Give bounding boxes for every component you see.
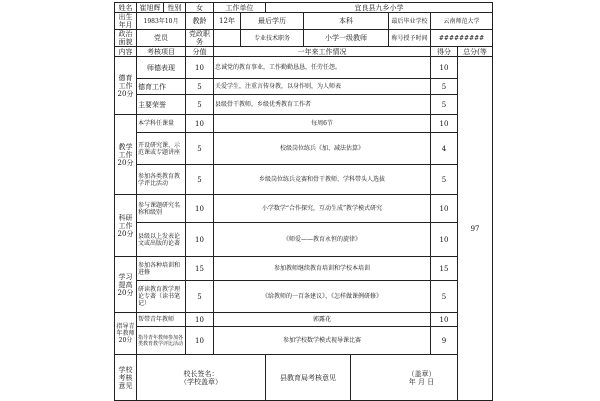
grant-time-value: ######### [431,30,493,47]
score-cell: 10 [186,313,214,327]
evaluation-table [114,2,493,401]
education-label: 最后学历 [241,13,304,30]
col-content: 内容 [115,47,137,57]
got-cell: 10 [431,57,458,79]
situation-cell: 参加学校数学模式视导课比赛 [214,327,431,355]
school-opinion-label: 学校考核意见 [115,355,137,401]
got-cell: 10 [431,195,458,223]
category-mentoring: 指导青年教师20分 [115,313,137,355]
indicator-cell: 主要荣誉 [137,95,186,115]
indicator-cell: 县级以上发表论文或出版的论著 [137,223,186,257]
party-post-value [214,30,241,47]
category-moral: 德育工作20分 [115,57,137,115]
score-cell: 10 [186,223,214,257]
got-cell: 10 [431,115,458,133]
teach-age-label: 教龄 [186,13,214,30]
category-study: 学习提高20分 [115,257,137,313]
teach-age-value: 12年 [214,13,241,30]
indicator-cell: 德育工作 [137,79,186,95]
got-cell: 9 [431,327,458,355]
education-value: 本科 [304,13,389,30]
score-cell: 5 [186,165,214,195]
situation-cell: 忠诚党的教育事业，工作勤勤恳恳，任劳任怨。 [214,57,431,79]
school-seal-note: （学校盖章） [180,377,222,386]
score-cell: 10 [186,57,214,79]
table-row [115,165,493,195]
table-row [115,223,493,257]
graduate-school-value: 云南师范大学 [431,13,493,30]
tech-title-label: 专业技术职务 [241,30,304,47]
situation-cell: 参加教师继续教育培训和学校本培训 [214,257,431,281]
footer-row [115,355,493,401]
table-row [115,95,493,115]
bureau-date: 年 月 日 [408,377,435,386]
name-label: 姓名 [115,3,137,13]
situation-cell: 乡级岗位练兵竞赛和骨干教师、学科带头人选拔 [214,165,431,195]
col-indicator: 考核项目 [137,47,186,57]
work-unit-value: 宜良县九乡小学 [266,3,493,13]
got-cell: 4 [431,133,458,165]
bureau-seal-note: （盖章） [407,369,436,378]
situation-cell: 小学数学“合作探究，互动生成”教学模式研究 [214,195,431,223]
situation-cell: 关爱学生，注重言传身教，以身作则，为人师表 [214,79,431,95]
school-signature-area [137,355,266,401]
got-cell: 10 [431,223,458,257]
table-row [115,79,493,95]
graduate-school-label: 最后毕业学校 [389,13,431,30]
situation-cell: 校级岗位练兵《加、减法估算》 [214,133,431,165]
col-situation: 一年来工作情况 [214,47,431,57]
indicator-cell: 帮带青年教师 [137,313,186,327]
total-score-cell: 97 [458,57,493,401]
evaluation-form [114,2,492,398]
table-row [115,115,493,133]
col-got: 得分 [431,47,458,57]
score-cell: 5 [186,133,214,165]
score-cell: 10 [186,327,214,355]
table-row [115,133,493,165]
table-row [115,281,493,313]
score-cell: 5 [186,79,214,95]
score-cell: 10 [186,195,214,223]
indicator-cell: 师德表现 [137,57,186,79]
indicator-cell: 参与课题研究名称和级别 [137,195,186,223]
header-row-name [115,3,493,13]
score-cell: 5 [186,281,214,313]
score-cell: 15 [186,257,214,281]
got-cell: 10 [431,313,458,327]
category-research: 科研工作20分 [115,195,137,257]
tech-title-value: 小学一级教师 [304,30,389,47]
col-score: 分值 [186,47,214,57]
table-row [115,327,493,355]
table-row [115,257,493,281]
score-cell: 5 [186,95,214,115]
table-row [115,57,493,79]
indicator-cell: 研读教育教学理论专著（读书笔记） [137,281,186,313]
situation-cell: 每周6节 [214,115,431,133]
bureau-opinion-label: 县教育局考核意见 [266,355,351,401]
politics-label: 政治面貌 [115,30,137,47]
birth-label: 出生年月 [115,13,137,30]
indicator-cell: 开设研究课、示范课或专题讲座 [137,133,186,165]
politics-value: 党员 [137,30,186,47]
got-cell: 15 [431,257,458,281]
indicator-cell: 本学科任课量 [137,115,186,133]
grant-time-label: 称号授予时间 [389,30,431,47]
work-unit-label: 工作单位 [214,3,266,13]
got-cell: 5 [431,95,458,115]
situation-cell: 县级骨干教师，乡级优秀教育工作者 [214,95,431,115]
score-cell: 10 [186,115,214,133]
principal-signature: 校长签名： [183,369,219,378]
got-cell: 5 [431,165,458,195]
got-cell: 5 [431,79,458,95]
column-header-row [115,47,493,57]
gender-label: 性别 [164,3,186,13]
indicator-cell: 参加各种培训和进修 [137,257,186,281]
gender-value: 女 [186,3,214,13]
situation-cell: 《师爱——教育永恒的旋律》 [214,223,431,257]
table-row [115,313,493,327]
bureau-signature-area [351,355,493,401]
party-post-label: 党政职务 [186,30,214,47]
birth-value: 1983年10月 [137,13,186,30]
situation-cell: 《给教师的一百条建议》、《怎样做课例研修》 [214,281,431,313]
indicator-cell: 指导青年教师参加各类教育教学评比活动 [137,327,186,355]
situation-cell: 郭露花 [214,313,431,327]
table-row [115,195,493,223]
col-total: 总分(等 [458,47,493,57]
name-value: 崔旭辉 [137,3,164,13]
indicator-cell: 参加各类教育教学评比活动 [137,165,186,195]
header-row-politics [115,30,493,47]
category-teaching: 教学工作20分 [115,115,137,195]
got-cell: 5 [431,281,458,313]
header-row-birth [115,13,493,30]
